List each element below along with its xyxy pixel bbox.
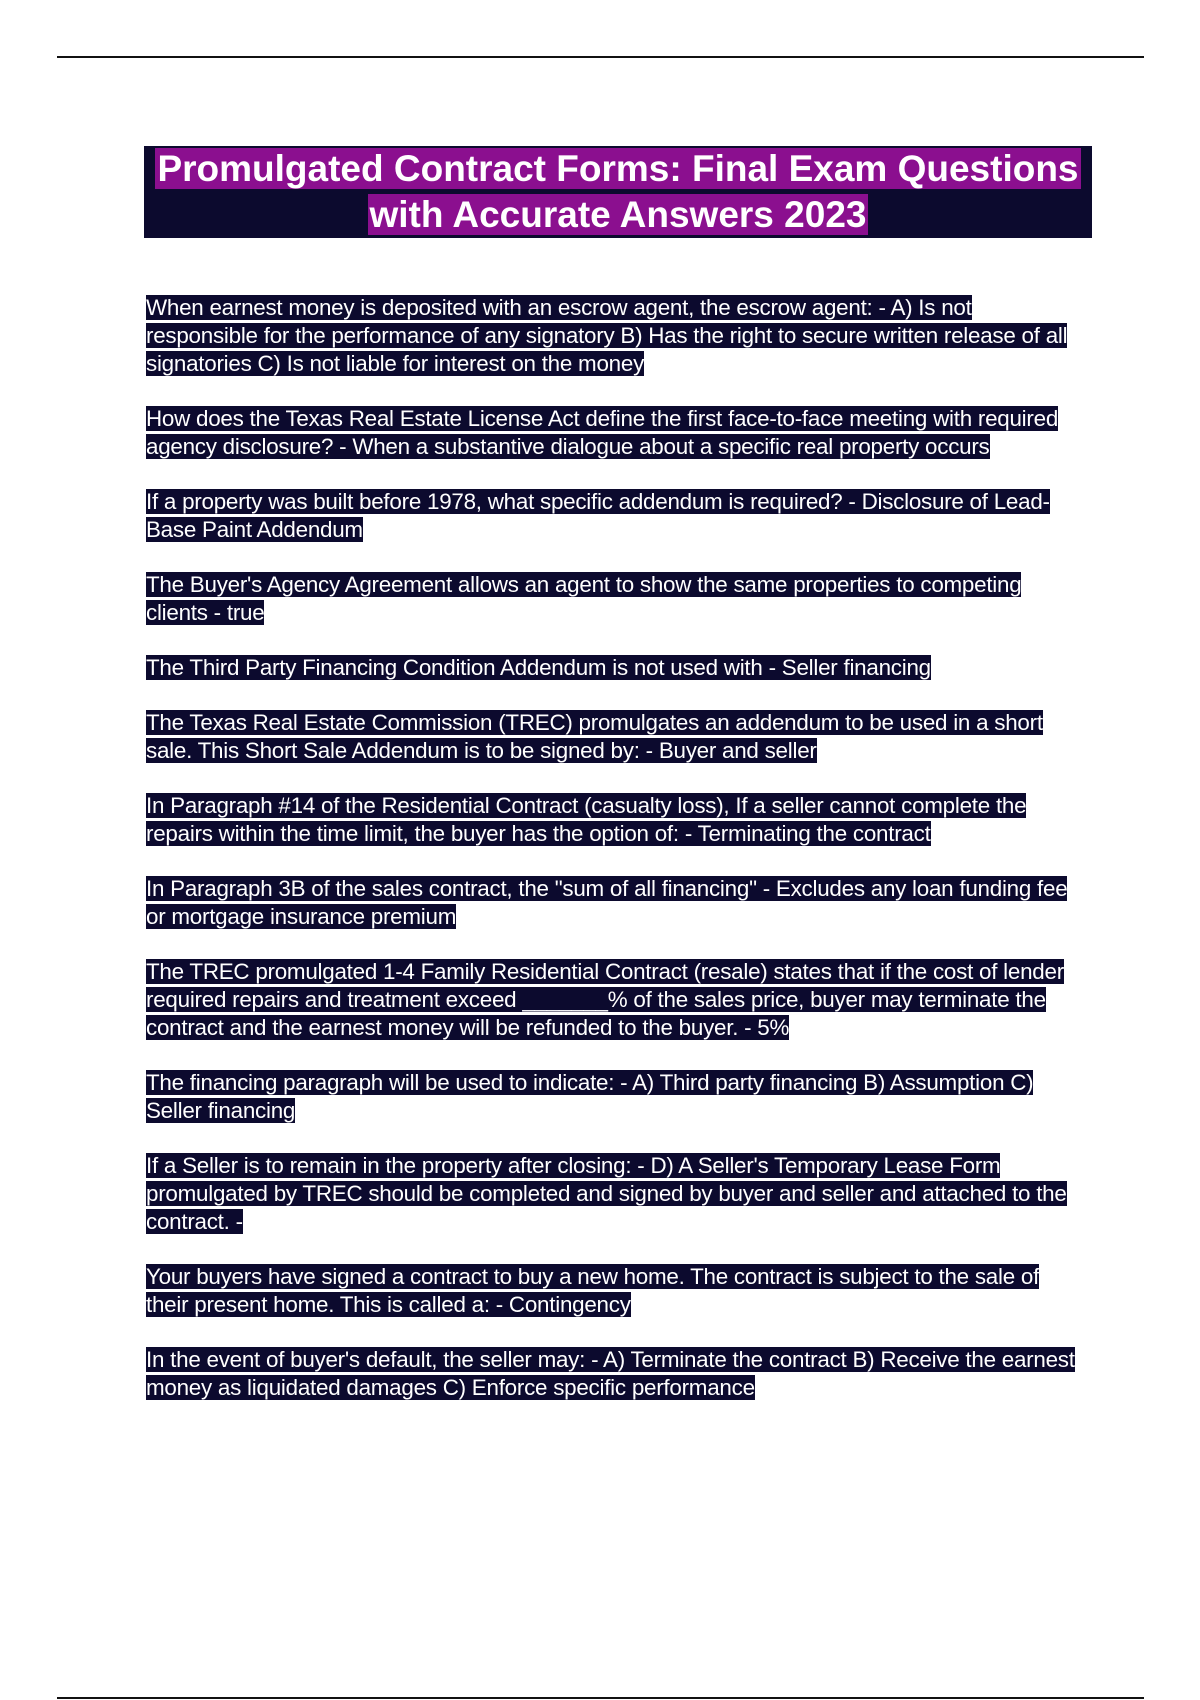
- question-text: When earnest money is deposited with an escrow agent, the escrow agent: - A) Is not responsible for the performance of any signatory B) Has the right to secure written release of all signatories C) Is not liable for interest on the money: [146, 295, 1068, 376]
- question-item: [146, 654, 1082, 682]
- question-text: The Third Party Financing Condition Addendum is not used with - Seller financing: [146, 655, 931, 680]
- question-item: [146, 1069, 1082, 1125]
- question-item: [146, 875, 1082, 931]
- question-text: The TREC promulgated 1-4 Family Residential Contract (resale) states that if the cost of lender required repairs and treatment exceed _______% of the sales price, buyer may terminate the contract and the earnest money will be refunded to the buyer. - 5%: [146, 959, 1064, 1040]
- bottom-rule: [57, 1697, 1144, 1699]
- question-item: [146, 1152, 1082, 1236]
- question-item: [146, 294, 1082, 378]
- question-item: [146, 405, 1082, 461]
- question-text: How does the Texas Real Estate License Act define the first face-to-face meeting with required agency disclosure? - When a substantive dialogue about a specific real property occurs: [146, 406, 1059, 459]
- question-item: [146, 792, 1082, 848]
- page-title: [144, 146, 1092, 238]
- question-text: In Paragraph #14 of the Residential Contract (casualty loss), If a seller cannot complete the repairs within the time limit, the buyer has the option of: - Terminating the contract: [146, 793, 1027, 846]
- question-text: The Buyer's Agency Agreement allows an agent to show the same properties to competing clients - true: [146, 572, 1022, 625]
- question-item: [146, 1346, 1082, 1402]
- top-rule: [57, 56, 1144, 58]
- question-text: In Paragraph 3B of the sales contract, the "sum of all financing" - Excludes any loan funding fee or mortgage insurance premium: [146, 876, 1068, 929]
- question-item: [146, 709, 1082, 765]
- question-text: The Texas Real Estate Commission (TREC) promulgates an addendum to be used in a short sale. This Short Sale Addendum is to be signed by: - Buyer and seller: [146, 710, 1043, 763]
- question-item: [146, 958, 1082, 1042]
- question-item: [146, 1263, 1082, 1319]
- question-item: [146, 571, 1082, 627]
- page-title-text: Promulgated Contract Forms: Final Exam Questions with Accurate Answers 2023: [157, 148, 1079, 235]
- question-text: Your buyers have signed a contract to buy a new home. The contract is subject to the sale of their present home. This is called a: - Contingency: [146, 1264, 1040, 1317]
- question-text: If a property was built before 1978, what specific addendum is required? - Disclosure of Lead-Base Paint Addendum: [146, 489, 1050, 542]
- title-banner: [144, 146, 1092, 238]
- question-list: [146, 294, 1082, 1429]
- question-text: If a Seller is to remain in the property after closing: - D) A Seller's Temporary Lease Form promulgated by TREC should be completed and signed by buyer and seller and attached to the contract. -: [146, 1153, 1067, 1234]
- question-item: [146, 488, 1082, 544]
- question-text: The financing paragraph will be used to indicate: - A) Third party financing B) Assumption C) Seller financing: [146, 1070, 1034, 1123]
- question-text: In the event of buyer's default, the seller may: - A) Terminate the contract B) Receive the earnest money as liquidated damages C) Enforce specific performance: [146, 1347, 1075, 1400]
